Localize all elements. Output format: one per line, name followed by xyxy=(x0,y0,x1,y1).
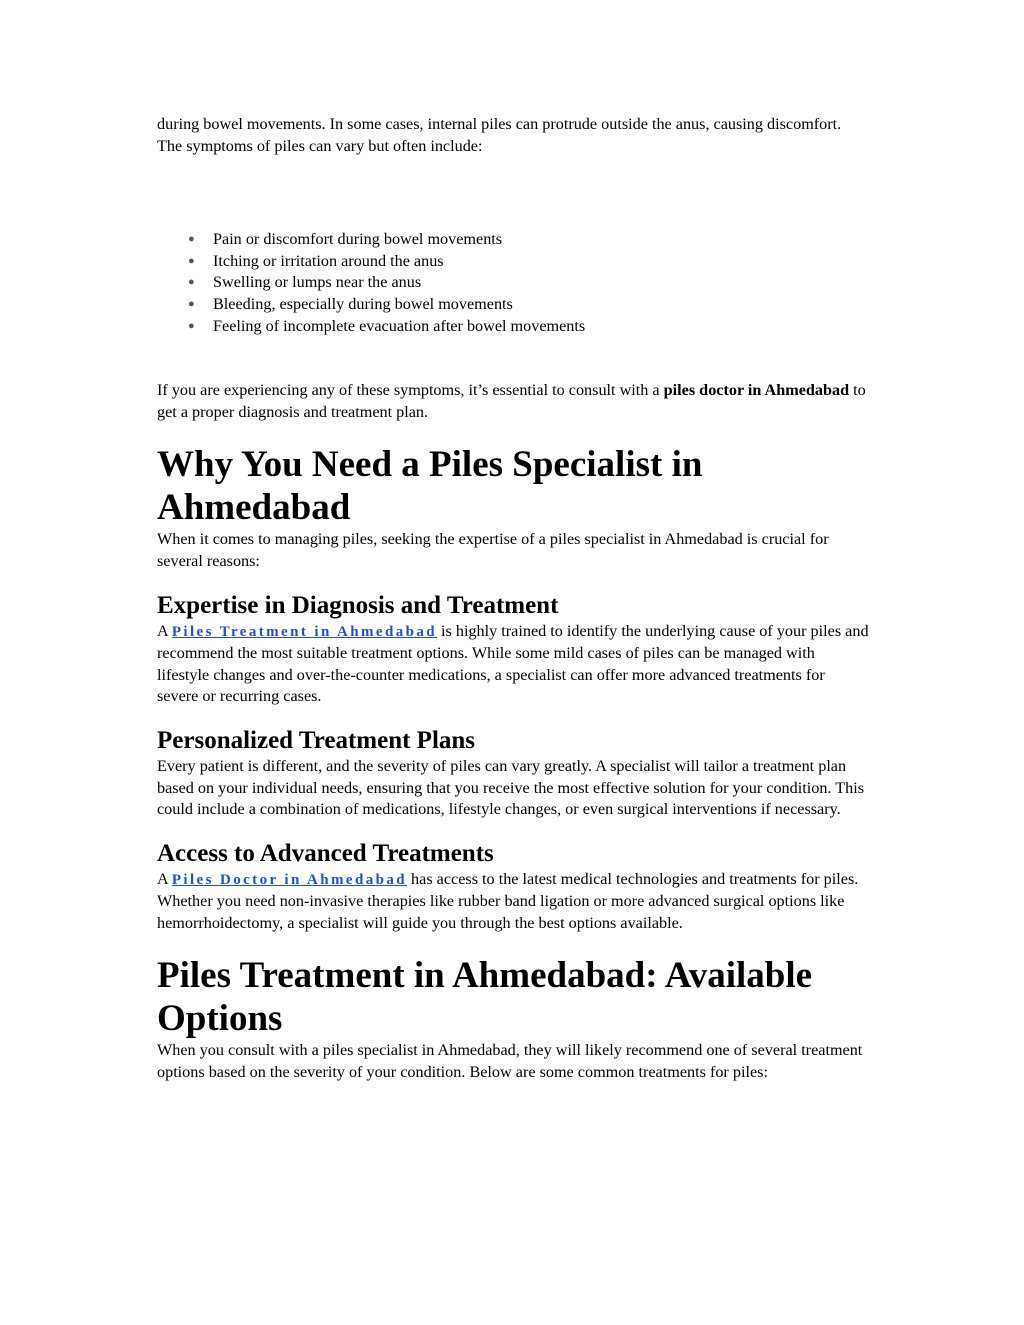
consult-paragraph: If you are experiencing any of these symptoms, it’s essential to consult with a piles doctor in Ahmedabad to get a proper diagnosis and treatment plan. xyxy=(157,381,866,421)
bullet-icon: ● xyxy=(188,276,195,289)
options-heading: Piles Treatment in Ahmedabad: Available Options xyxy=(157,955,813,1040)
document-page xyxy=(157,114,869,1084)
bullet-icon: ● xyxy=(188,254,195,267)
expertise-paragraph: A Piles Treatment in Ahmedabad is highly trained to identify the underlying cause of your piles and recommend the most suitable treatment options. While some mild cases of piles can be managed with lifestyle changes and over-the-counter medications, a specialist can offer more advanced treatments for severe or recurring cases. xyxy=(157,621,869,706)
bullet-icon: ● xyxy=(188,319,195,332)
options-paragraph: When you consult with a piles specialist in Ahmedabad, they will likely recommend one of several treatment options based on the severity of your condition. Below are some common treatments for piles: xyxy=(157,1041,863,1082)
list-item: ● Swelling or lumps near the anus xyxy=(213,272,869,294)
piles-treatment-link[interactable]: Piles Treatment in Ahmedabad xyxy=(171,623,437,640)
expertise-heading: Expertise in Diagnosis and Treatment xyxy=(157,591,559,619)
consult-bold-term: piles doctor in Ahmedabad xyxy=(663,381,850,400)
symptoms-list xyxy=(157,229,869,337)
why-paragraph: When it comes to managing piles, seeking the expertise of a piles specialist in Ahmedabad is crucial for several reasons: xyxy=(157,530,829,570)
advanced-paragraph: A Piles Doctor in Ahmedabad has access to the latest medical technologies and treatments for piles. Whether you need non-invasive therapies like rubber band ligation or more advanced surgical options like hemorrhoidectomy, a specialist will guide you through the best options available. xyxy=(157,869,859,932)
piles-doctor-link[interactable]: Piles Doctor in Ahmedabad xyxy=(171,871,407,888)
personalized-paragraph: Every patient is different, and the severity of piles can vary greatly. A specialist will tailor a treatment plan based on your individual needs, ensuring that you receive the most effective solution for your condition. This could include a combination of medications, lifestyle changes, or even surgical interventions if necessary. xyxy=(157,756,865,819)
list-item: ● Feeling of incomplete evacuation after bowel movements xyxy=(213,316,869,338)
advanced-heading: Access to Advanced Treatments xyxy=(157,839,494,867)
personalized-heading: Personalized Treatment Plans xyxy=(157,726,476,754)
intro-paragraph: during bowel movements. In some cases, internal piles can protrude outside the anus, causing discomfort. xyxy=(157,115,842,133)
symptoms-lead-in: The symptoms of piles can vary but often include: xyxy=(157,136,483,155)
bullet-icon: ● xyxy=(188,233,195,246)
list-item: ● Itching or irritation around the anus xyxy=(213,251,869,273)
list-item: ● Pain or discomfort during bowel movements xyxy=(213,229,869,251)
list-item: ● Bleeding, especially during bowel movements xyxy=(213,294,869,316)
bullet-icon: ● xyxy=(188,297,195,310)
why-heading: Why You Need a Piles Specialist in Ahmedabad xyxy=(157,444,703,529)
